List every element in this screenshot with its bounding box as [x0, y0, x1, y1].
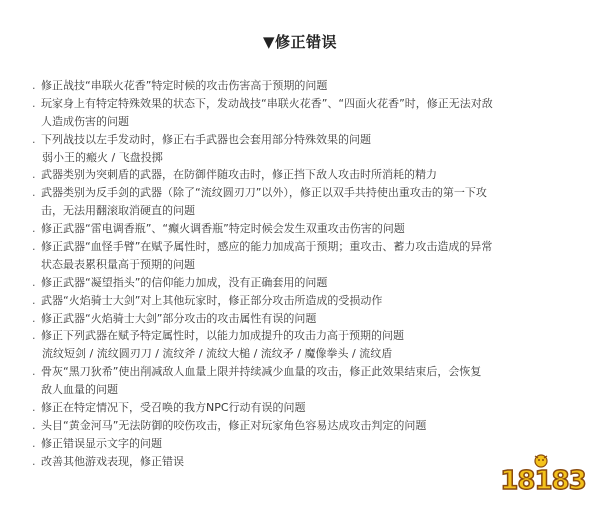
bullet-marker: .: [32, 79, 36, 92]
note-text: 修正武器“凝望指头”的信仰能力加成，没有正确套用的问题: [41, 275, 328, 289]
note-text: 改善其他游戏表现，修正错误: [41, 454, 184, 468]
note-text: 修正武器“雷电调香瓶”、“癫火调香瓶”特定时候会发生双重攻击伤害的问题: [41, 222, 405, 236]
note-line: [32, 399, 572, 417]
note-line: [32, 417, 572, 435]
note-line: [32, 131, 572, 149]
bullet-marker: .: [32, 329, 36, 343]
note-line: [32, 256, 572, 274]
note-line: [32, 381, 572, 399]
note-text: 击，无法用翻滚取消硬直的问题: [41, 204, 195, 218]
patch-notes-list: [32, 77, 572, 471]
bullet-marker: .: [32, 96, 36, 110]
note-text: 修正武器“血怪手臂”在赋予属性时，感应的能力加成高于预期；重攻击、蓄力攻击造成的异常: [41, 240, 493, 254]
note-text: 武器“火焰骑士大剑”对上其他玩家时，修正部分攻击所造成的受损动作: [41, 293, 383, 307]
note-text: 修正武器“火焰骑士大剑”部分攻击的攻击属性有误的问题: [41, 311, 317, 325]
note-text: 武器类别为反手剑的武器（除了“流纹圆刃刀”以外），修正以双手共持使出重攻击的第一下攻: [41, 186, 487, 200]
note-line: [32, 149, 572, 167]
note-text: 弱小王的瘢火 / 飞盘投掷: [42, 150, 163, 164]
note-text: 修正战技“串联火花香”特定时候的攻击伤害高于预期的问题: [41, 79, 328, 92]
note-line: [32, 166, 572, 184]
note-line: [32, 77, 572, 95]
note-line: [32, 292, 572, 310]
bullet-marker: .: [32, 365, 36, 379]
bullet-marker: .: [32, 240, 36, 254]
note-text: 玩家身上有特定特殊效果的状态下，发动战技“串联火花香”、“四面火花香”时，修正无法对敌: [41, 96, 493, 110]
note-line: [32, 363, 572, 381]
bullet-marker: .: [32, 275, 36, 289]
note-line: [32, 202, 572, 220]
note-line: [32, 435, 572, 453]
note-text: 修正下列武器在赋予特定属性时，以能力加成提升的攻击力高于预期的问题: [41, 329, 404, 343]
note-text: 骨灰“黑刀狄希”使出削减敌人血量上限并持续减少血量的攻击，修正此效果结束后，会恢复: [41, 365, 482, 379]
note-text: 修正错误显示文字的问题: [41, 436, 162, 450]
note-text: 头目“黄金河马”无法防御的咬伤攻击，修正对玩家角色容易达成攻击判定的问题: [41, 418, 427, 432]
note-line: [32, 184, 572, 202]
bullet-marker: .: [32, 222, 36, 236]
site-watermark-logo: [492, 462, 594, 506]
bullet-marker: .: [32, 311, 36, 325]
note-text: 人造成伤害的问题: [41, 114, 129, 128]
note-text: 修正在特定情况下，受召唤的我方NPC行动有误的问题: [41, 401, 306, 415]
note-text: 武器类别为突刺盾的武器，在防御伴随攻击时，修正挡下敌人攻击时所消耗的精力: [41, 168, 437, 182]
note-line: [32, 327, 572, 345]
note-text: 敌人血量的问题: [41, 383, 118, 397]
note-line: [32, 220, 572, 238]
watermark-text: 18183: [500, 466, 586, 496]
bullet-marker: .: [32, 168, 36, 182]
note-line: [32, 95, 572, 113]
note-line: [32, 274, 572, 292]
note-line: [32, 113, 572, 131]
bullet-marker: .: [32, 454, 36, 468]
note-line: [32, 345, 572, 363]
note-line: [32, 238, 572, 256]
section-title: ▼修正错误: [262, 33, 338, 51]
bullet-marker: .: [32, 132, 36, 146]
bullet-marker: .: [32, 293, 36, 307]
note-text: 下列战技以左手发动时，修正右手武器也会套用部分特殊效果的问题: [41, 132, 371, 146]
bullet-marker: .: [32, 418, 36, 432]
bullet-marker: .: [32, 401, 36, 415]
note-text: 流纹短剑 / 流纹圆刃刀 / 流纹斧 / 流纹大槌 / 流纹矛 / 魔像拳头 / 流纹盾: [42, 347, 393, 361]
note-line: [32, 453, 572, 471]
bullet-marker: .: [32, 436, 36, 450]
bullet-marker: .: [32, 186, 36, 200]
note-text: 状态最表累积量高于预期的问题: [41, 257, 195, 271]
note-line: [32, 310, 572, 328]
